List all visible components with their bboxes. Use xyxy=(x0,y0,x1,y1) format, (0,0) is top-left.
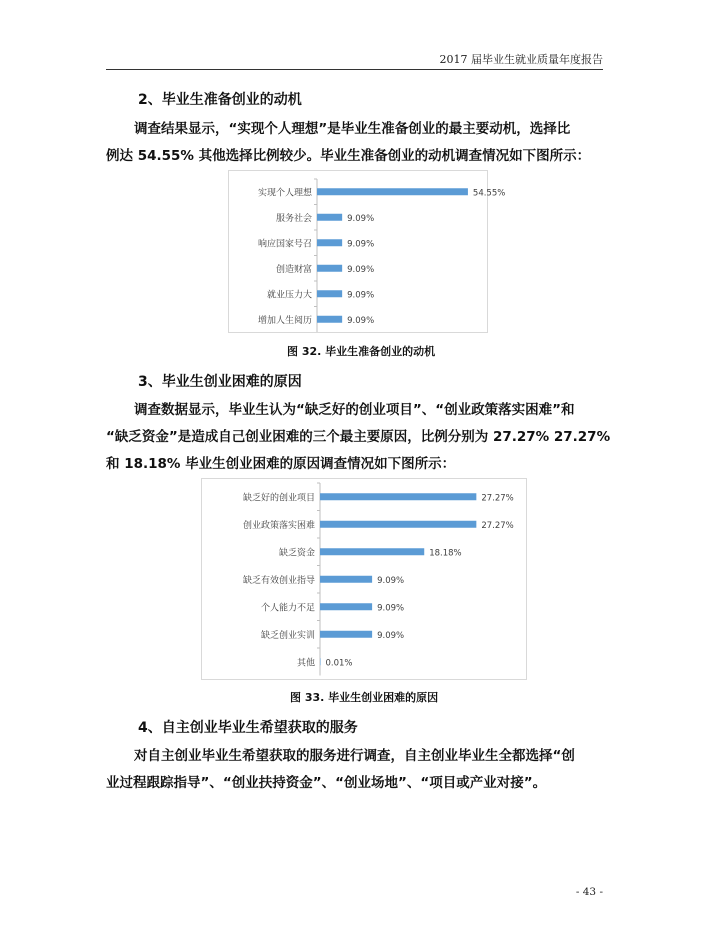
category-label: 缺乏资金 xyxy=(278,548,315,559)
data-label: 9.09% xyxy=(347,239,375,250)
bar xyxy=(317,214,342,221)
bar xyxy=(320,493,476,500)
section-heading-services: 4、自主创业毕业生希望获取的服务 xyxy=(138,720,358,736)
paragraph-line: 和 18.18% 毕业生创业困难的原因调查情况如下图所示： xyxy=(106,456,456,472)
bar xyxy=(320,548,424,555)
bar xyxy=(317,316,342,323)
category-label: 就业压力大 xyxy=(266,290,312,301)
data-label: 9.09% xyxy=(347,264,375,275)
paragraph-difficulties xyxy=(106,397,612,478)
chart-motivation-svg xyxy=(229,171,506,332)
data-label: 54.55% xyxy=(472,188,506,199)
paragraph-line: 调查结果显示，“实现个人理想”是毕业生准备创业的最主要动机，选择比 xyxy=(134,121,571,137)
section-heading-difficulties: 3、毕业生创业困难的原因 xyxy=(138,374,302,390)
data-label: 0.01% xyxy=(325,658,353,669)
data-label: 9.09% xyxy=(347,290,375,301)
data-label: 9.09% xyxy=(377,603,405,614)
header-title: 2017 届毕业生就业质量年度报告 xyxy=(439,53,603,66)
category-label: 个人能力不足 xyxy=(260,603,315,614)
chart-motivation xyxy=(228,170,506,333)
bar xyxy=(317,265,342,272)
data-label: 18.18% xyxy=(429,548,462,559)
paragraph-motivation xyxy=(106,116,612,170)
page-number: - 43 - xyxy=(575,886,603,898)
bar xyxy=(320,603,372,610)
figure-caption-32: 图 32. 毕业生准备创业的动机 xyxy=(287,345,436,358)
category-label: 创业政策落实困难 xyxy=(242,520,315,531)
data-label: 9.09% xyxy=(377,630,405,641)
bar xyxy=(317,188,468,195)
category-label: 其他 xyxy=(296,658,315,669)
data-label: 27.27% xyxy=(481,520,514,531)
paragraph-line: “缺乏资金”是造成自己创业困难的三个最主要原因，比例分别为 27.27% 27.27% xyxy=(106,429,611,445)
data-label: 27.27% xyxy=(481,493,514,504)
category-label: 实现个人理想 xyxy=(257,188,312,199)
category-label: 缺乏有效创业指导 xyxy=(242,575,315,586)
category-label: 增加人生阅历 xyxy=(257,315,312,326)
section-heading-motivation: 2、毕业生准备创业的动机 xyxy=(138,92,302,108)
bar xyxy=(320,521,476,528)
bar xyxy=(317,239,342,246)
paragraph-line: 调查数据显示，毕业生认为“缺乏好的创业项目”、“创业政策落实困难”和 xyxy=(134,402,575,418)
data-label: 9.09% xyxy=(347,213,375,224)
figure-caption-33: 图 33. 毕业生创业困难的原因 xyxy=(290,691,439,704)
bar xyxy=(320,631,372,638)
bar xyxy=(317,290,342,297)
chart-difficulties-svg xyxy=(202,479,526,679)
paragraph-line: 例达 54.55% 其他选择比例较少。毕业生准备创业的动机调查情况如下图所示： xyxy=(106,148,591,164)
data-label: 9.09% xyxy=(347,315,375,326)
category-label: 创造财富 xyxy=(275,264,312,275)
category-label: 服务社会 xyxy=(275,213,312,224)
chart-difficulties xyxy=(201,478,527,680)
category-label: 缺乏好的创业项目 xyxy=(242,493,315,504)
bar xyxy=(320,658,321,665)
bar xyxy=(320,576,372,583)
paragraph-line: 业过程跟踪指导”、“创业扶持资金”、“创业场地”、“项目或产业对接”。 xyxy=(106,775,547,791)
paragraph-line: 对自主创业毕业生希望获取的服务进行调查，自主创业毕业生全都选择“创 xyxy=(134,748,575,764)
header-rule xyxy=(106,69,603,70)
paragraph-services xyxy=(106,743,612,797)
data-label: 9.09% xyxy=(377,575,405,586)
category-label: 缺乏创业实训 xyxy=(260,630,315,641)
category-label: 响应国家号召 xyxy=(257,239,312,250)
